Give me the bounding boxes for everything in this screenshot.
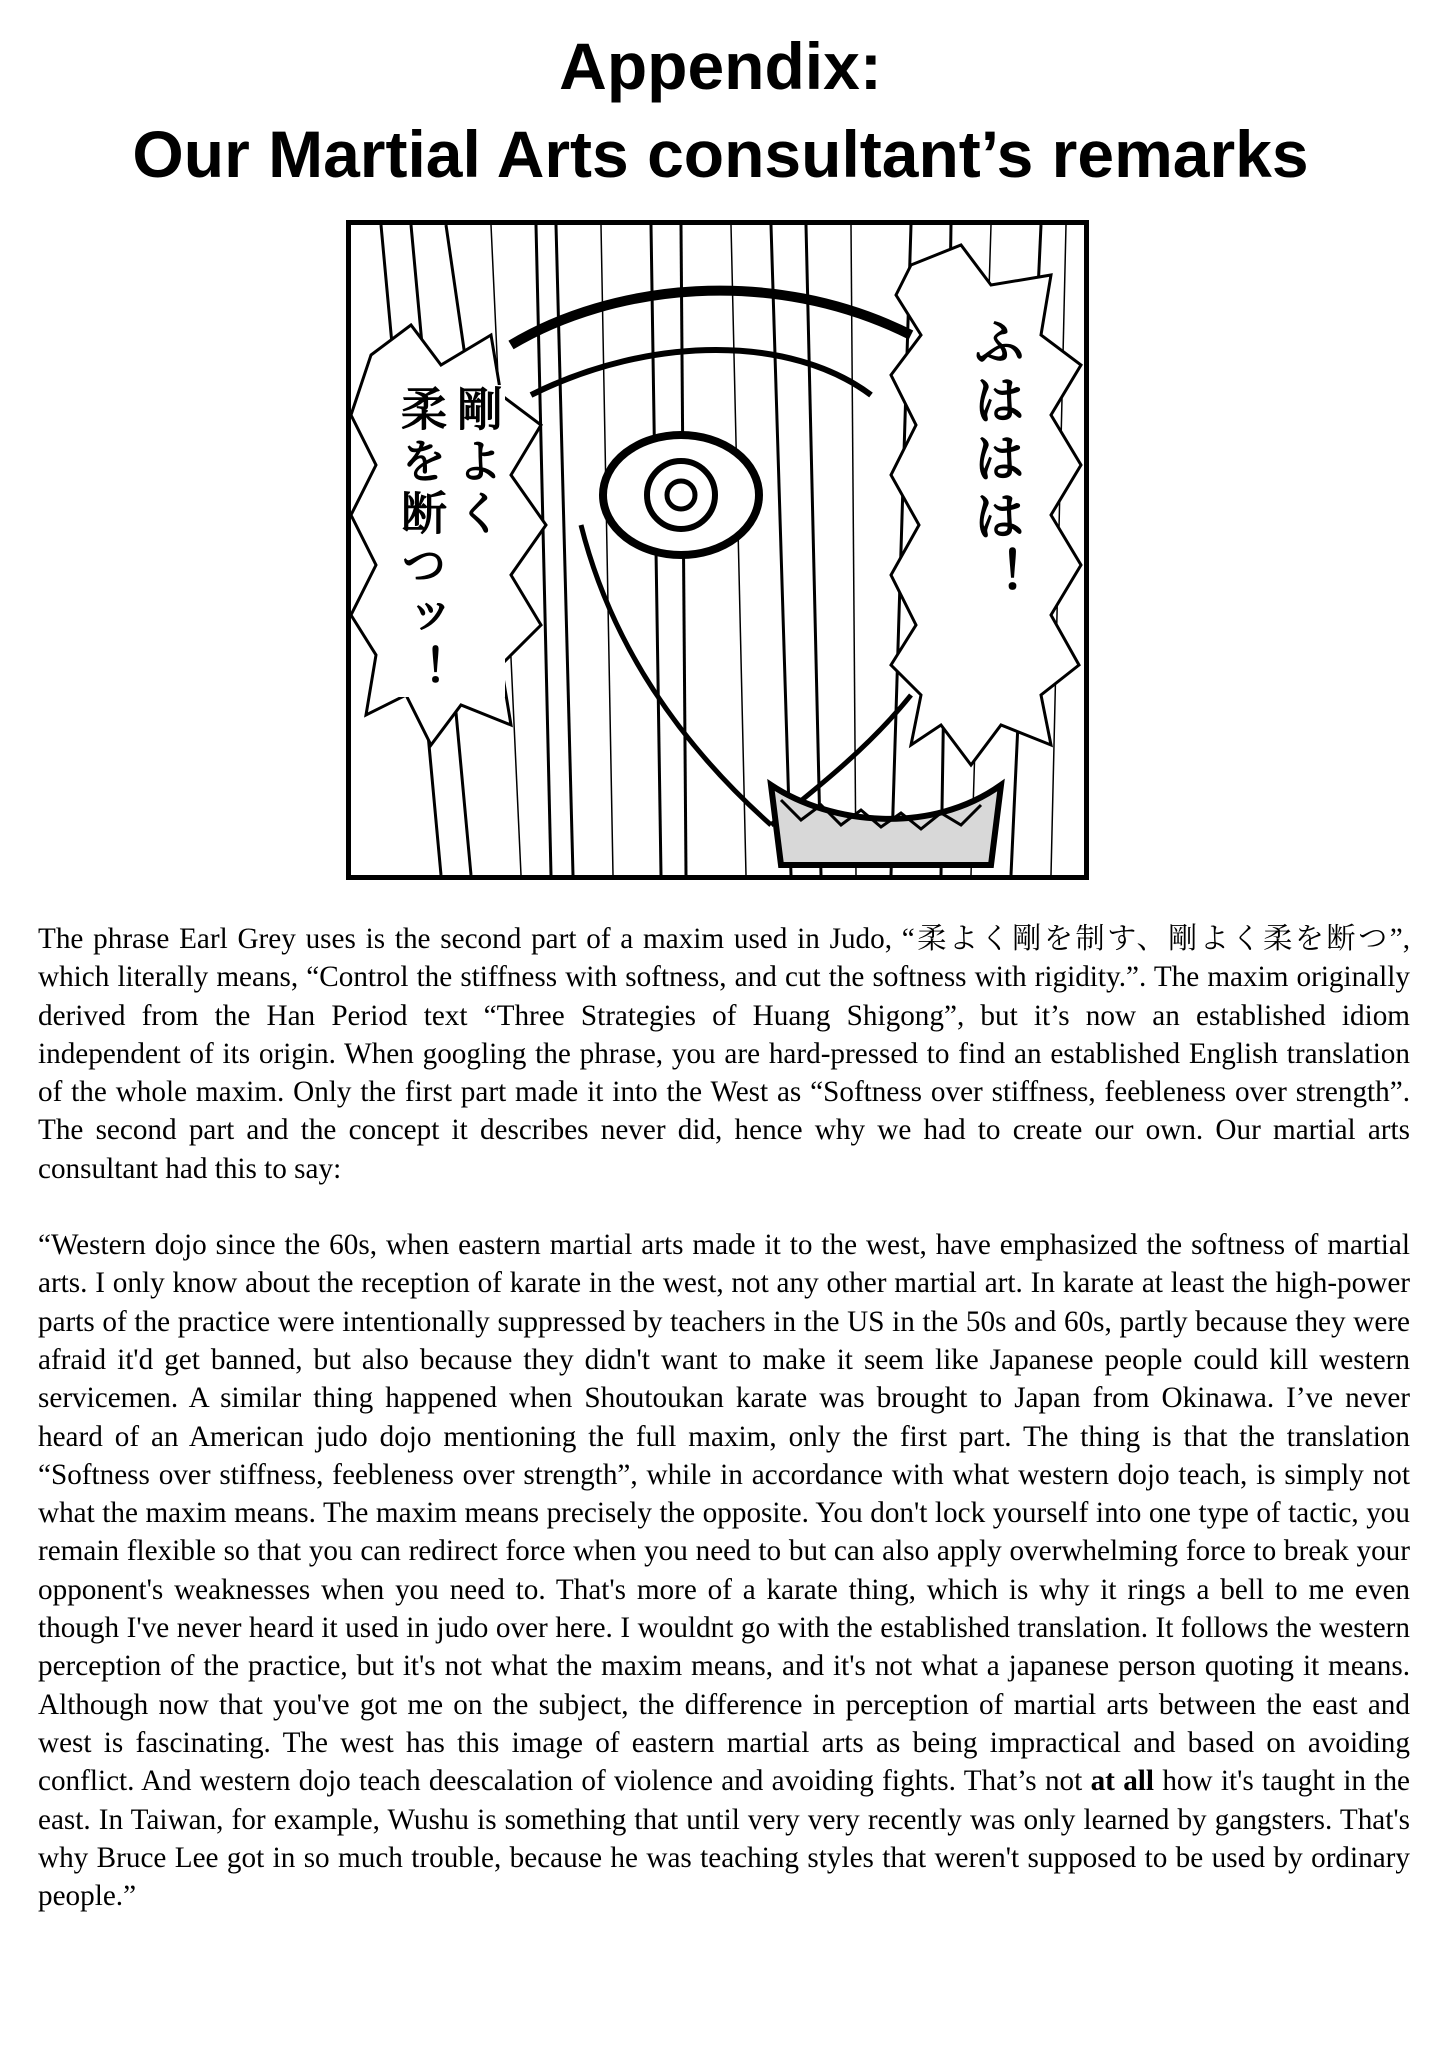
quote-text-part-2: how it's taught in the east. In Taiwan, for example, Wushu is something that until very very recently was only learned by gangsters. That's why Bruce Lee got in so much trouble, because he was teaching styles that weren't supposed to be used by ordinary people.” <box>38 1765 1410 1913</box>
title-line-1: Appendix: <box>559 29 882 103</box>
speech-bubble-right: ふははは！ <box>964 315 1024 605</box>
quote-emphasis: at all <box>1090 1765 1155 1798</box>
paragraph-intro: The phrase Earl Grey uses is the second part of a maxim used in Judo, “柔よく剛を制す、剛よく柔を断つ”, which literally means, “Control the stiffness with softness, and cut the softness with rigidity.”. The maxim originally derived from the Han Period text “Three Strategies of Huang Shigong”, but it’s now an established idiom independent of its origin. When googling the phrase, you are hard-pressed to find an established English translation of the whole maxim. Only the first part made it into the West as “Softness over stiffness, feebleness over strength”. The second part and the concept it describes never did, hence why we had to create our own. Our martial arts consultant had this to say: <box>38 923 1410 1185</box>
quote-text-part-1: “Western dojo since the 60s, when eastern martial arts made it to the west, have emphasized the softness of martial arts. I only know about the reception of karate in the west, not any other martial art. In karate at least the high-power parts of the practice were intentionally suppressed by teachers in the US in the 50s and 60s, partly because they were afraid it'd get banned, but also because they didn't want to make it seem like Japanese people could kill western servicemen. A similar thing happened when Shoutoukan karate was brought to Japan from Okinawa. I’ve never heard of an American judo dojo mentioning the full maxim, only the first part. The thing is that the translation “Softness over stiffness, feebleness over strength”, while in accordance with what western dojo teach, is simply not what the maxim means. The maxim means precisely the opposite. You don't lock yourself into one type of tactic, you remain flexible so that you can redirect force when you need to but can also apply overwhelming force to break your opponent's weaknesses when you need to. That's more of a karate thing, which is why it rings a bell to me even though I've never heard it used in judo over here. I wouldnt go with the established translation. It follows the western perception of the practice, but it's not what the maxim means, and it's not what a japanese person quoting it means. Although now that you've got me on the subject, the difference in perception of martial arts between the east and west is fascinating. The west has this image of eastern martial arts as being impractical and based on avoiding conflict. And western dojo teach deescalation of violence and avoiding fights. That’s not <box>38 1229 1410 1798</box>
page-title <box>0 22 1441 198</box>
title-line-2: Our Martial Arts consultant’s remarks <box>132 117 1309 191</box>
article-body <box>38 920 1410 1915</box>
manga-panel <box>346 220 1089 880</box>
paragraph-consultant-quote <box>38 1226 1410 1915</box>
speech-bubble-left: 剛よく 柔を断つッ！ <box>394 385 504 697</box>
